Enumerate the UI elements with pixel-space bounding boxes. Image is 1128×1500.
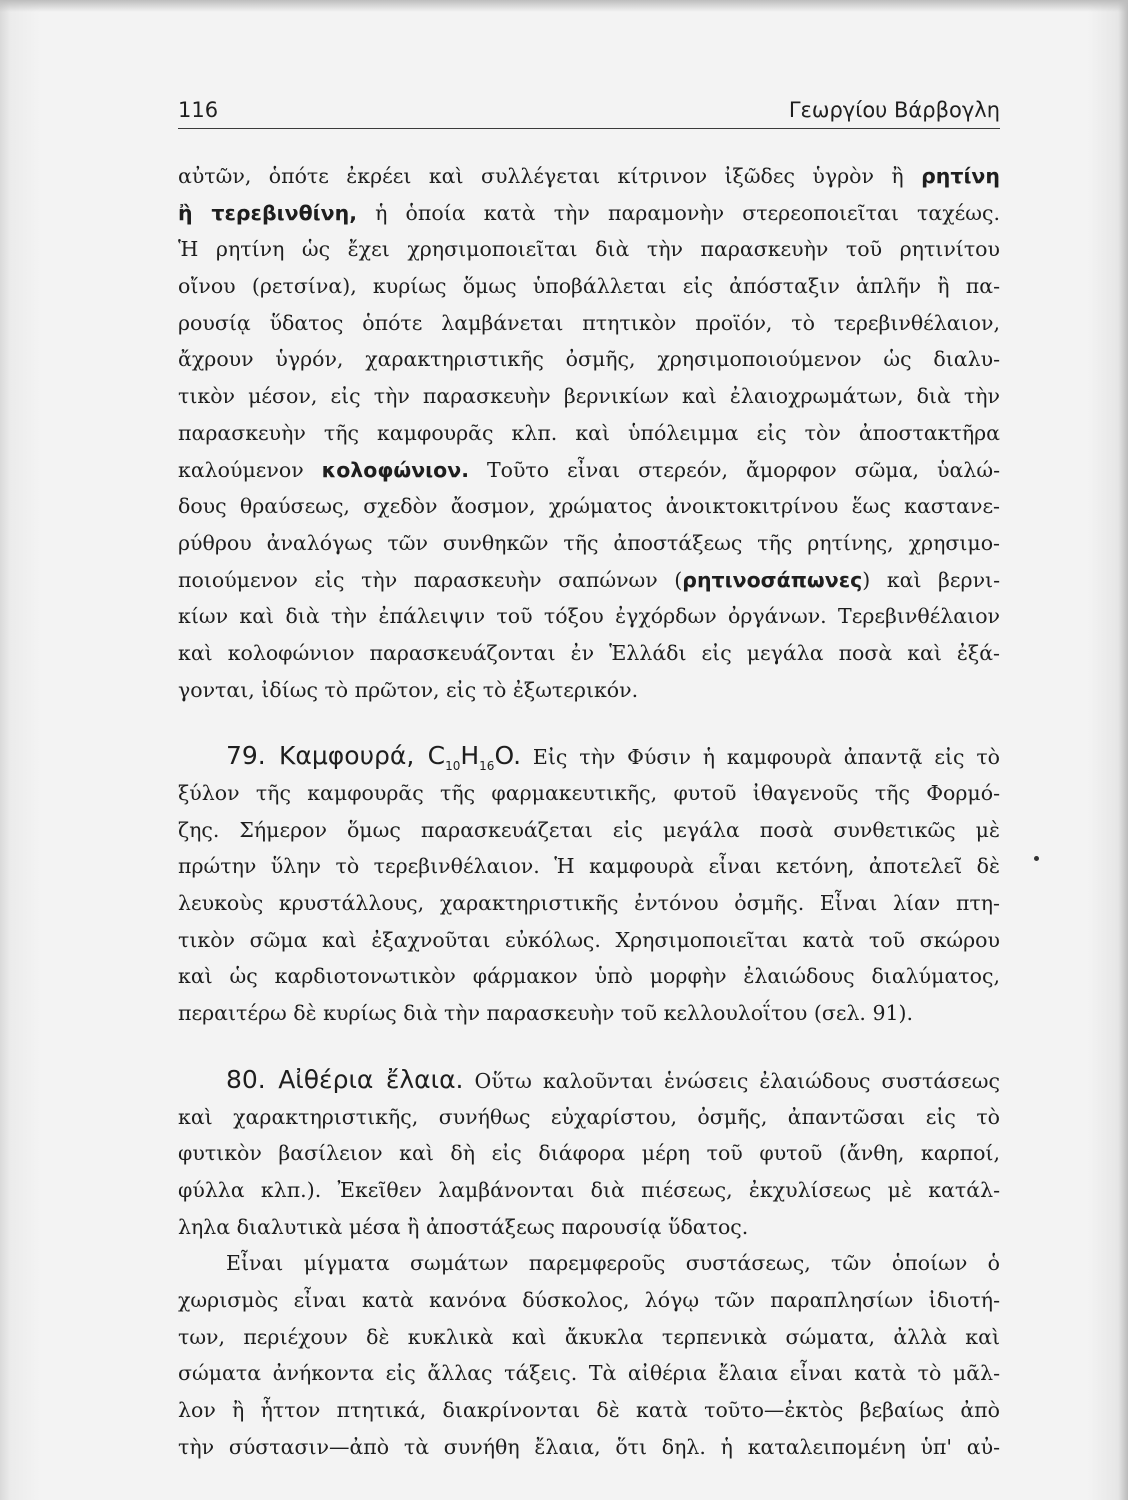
text-line: καὶ χαρακτηριστικῆς, συνήθως εὐχαρίστου, ὀσμῆς, ἀπαντῶσαι εἰς τὸ	[178, 1104, 1000, 1129]
text-line: δους θραύσεως, σχεδὸν ἄοσμον, χρώματος ἀνοικτοκιτρίνου ἕως καστανε-	[178, 494, 1000, 519]
text-run: Οὕτω καλοῦνται ἑνώσεις ἐλαιώδους συστάσεως	[463, 1068, 1000, 1093]
section-79-first-line	[178, 738, 1000, 775]
text-line: οἴνου (ρετσίνα), κυρίως ὅμως ὑποβάλλεται εἰς ἀπόσταξιν ἁπλῆν ἢ πα-	[178, 274, 1000, 299]
text-line: καὶ κολοφώνιον παρασκευάζονται ἐν Ἑλλάδι εἰς μεγάλα ποσὰ καὶ ἐξά-	[178, 640, 1000, 665]
bold-term: ἢ τερεβινθίνη,	[178, 200, 357, 225]
text-line	[178, 158, 1000, 195]
section-80-title: 80. Αἰθέρια ἔλαια.	[226, 1064, 464, 1094]
text-run: ποιούμενον εἰς τὴν παρασκευὴν σαπώνων (	[178, 567, 683, 592]
text-line: ξύλον τῆς καμφουρᾶς τῆς φαρμακευτικῆς, φυτοῦ ἰθαγενοῦς τῆς Φορμό-	[178, 781, 1000, 805]
text-line: τὴν σύστασιν—ἀπὸ τὰ συνήθη ἔλαια, ὅτι δηλ. ἡ καταλειπομένη ὑπ' αὐ-	[178, 1434, 1000, 1459]
ink-speck	[1034, 856, 1039, 861]
title-text: H	[460, 741, 480, 771]
text-line: Ἡ ρητίνη ὡς ἔχει χρησιμοποιεῖται διὰ τὴν παρασκευὴν τοῦ ρητινίτου	[178, 237, 1000, 262]
paragraph-gap	[178, 1032, 1000, 1062]
text-line: ρύθρου ἀναλόγως τῶν συνθηκῶν τῆς ἀποστάξεως τῆς ρητίνης, χρησιμο-	[178, 530, 1000, 555]
text-line	[178, 452, 1000, 489]
text-line: ἄχρουν ὑγρόν, χαρακτηριστικῆς ὀσμῆς, χρησιμοποιούμενον ὡς διαλυ-	[178, 347, 1000, 372]
text-line: των, περιέχουν δὲ κυκλικὰ καὶ ἄκυκλα τερπενικὰ σώματα, ἀλλὰ καὶ	[178, 1324, 1000, 1349]
section-80-first-line	[178, 1062, 1000, 1099]
text-run: Εἰς τὴν Φύσιν ἡ καμφουρὰ ἀπαντᾷ εἰς τὸ	[521, 745, 1001, 770]
text-line: φύλλα κλπ.). Ἐκεῖθεν λαμβάνονται διὰ πιέσεως, ἐκχυλίσεως μὲ κατάλ-	[178, 1177, 1000, 1202]
text-line: χωρισμὸς εἶναι κατὰ κανόνα δύσκολος, λόγῳ τῶν παραπλησίων ἰδιοτή-	[178, 1287, 1000, 1312]
text-line: φυτικὸν βασίλειον καὶ δὴ εἰς διάφορα μέρη τοῦ φυτοῦ (ἄνθη, καρποί,	[178, 1141, 1000, 1166]
text-line: Εἶναι μίγματα σωμάτων παρεμφεροῦς συστάσεως, τῶν ὁποίων ὁ	[226, 1251, 1000, 1276]
text-run: Τοῦτο εἶναι στερεόν, ἄμορφον σῶμα, ὑαλώ-	[468, 457, 1000, 482]
text-line: ληλα διαλυτικὰ μέσα ἢ ἀποστάξεως παρουσίᾳ ὕδατος.	[178, 1214, 749, 1239]
title-text: 79. Καμφουρά, C	[226, 741, 446, 771]
text-run: καλούμενον	[178, 457, 322, 482]
subscript: 10	[445, 759, 461, 774]
text-line: λον ἢ ἧττον πτητικά, διακρίνονται δὲ κατὰ τοῦτο—ἐκτὸς βεβαίως ἀπὸ	[178, 1398, 1000, 1422]
subscript: 16	[479, 759, 495, 774]
text-run: αὐτῶν, ὁπότε ἐκρέει καὶ συλλέγεται κίτρινον ἰξῶδες ὑγρὸν ἢ	[178, 164, 922, 188]
text-line: λευκοὺς κρυστάλλους, χαρακτηριστικῆς ἐντόνου ὀσμῆς. Εἶναι λίαν πτη-	[178, 891, 1000, 916]
bold-term: ρητίνη	[921, 164, 1000, 188]
text-line: τικὸν μέσον, εἰς τὴν παρασκευὴν βερνικίων καὶ ἐλαιοχρωμάτων, διὰ τὴν	[178, 384, 1000, 409]
text-line: σώματα ἀνήκοντα εἰς ἄλλας τάξεις. Τὰ αἰθέρια ἔλαια εἶναι κατὰ τὸ μᾶλ-	[178, 1361, 1000, 1386]
text-run: ἡ ὁποία κατὰ τὴν παραμονὴν στερεοποιεῖται ταχέως.	[356, 200, 1000, 225]
title-text: O.	[494, 741, 522, 771]
bold-term: κολοφώνιον.	[321, 457, 469, 482]
text-line: γονται, ἰδίως τὸ πρῶτον, εἰς τὸ ἐξωτερικόν.	[178, 677, 639, 702]
text-line: τικὸν σῶμα καὶ ἐξαχνοῦται εὐκόλως. Χρησιμοποιεῖται κατὰ τοῦ σκώρου	[178, 927, 1000, 952]
text-line: καὶ ὡς καρδιοτονωτικὸν φάρμακον ὑπὸ μορφὴν ἐλαιώδους διαλύματος,	[178, 964, 1000, 989]
text-line	[178, 195, 1000, 232]
text-line: περαιτέρω δὲ κυρίως διὰ τὴν παρασκευὴν τοῦ κελλουλοΐτου (σελ. 91).	[178, 1001, 914, 1026]
text-line: παρασκευὴν τῆς καμφουρᾶς κλπ. καὶ ὑπόλειμμα εἰς τὸν ἀποστακτῆρα	[178, 420, 1000, 445]
text-line: ζης. Σήμερον ὅμως παρασκευάζεται εἰς μεγάλα ποσὰ συνθετικῶς μὲ	[178, 817, 1000, 842]
bold-term: ρητινοσάπωνες	[682, 567, 863, 592]
running-head: Γεωργίου Βάρβογλη	[788, 98, 1000, 122]
page-number: 116	[178, 98, 219, 122]
body-text	[178, 158, 1000, 1465]
text-run: ) καὶ βερνι-	[862, 567, 1000, 592]
text-line: ρουσίᾳ ὕδατος ὁπότε λαμβάνεται πτητικὸν προϊόν, τὸ τερεβινθέλαιον,	[178, 310, 1000, 335]
text-line	[178, 562, 1000, 599]
text-line: κίων καὶ διὰ τὴν ἐπάλειψιν τοῦ τόξου ἐγχόρδων ὀργάνων. Τερεβινθέλαιον	[178, 604, 1000, 629]
page-top-shadow	[0, 0, 1128, 12]
paragraph-gap	[178, 708, 1000, 738]
text-line: πρώτην ὕλην τὸ τερεβινθέλαιον. Ἡ καμφουρὰ εἶναι κετόνη, ἀποτελεῖ δὲ	[178, 854, 1000, 879]
page-header	[178, 96, 1000, 129]
section-79-title	[226, 741, 522, 774]
